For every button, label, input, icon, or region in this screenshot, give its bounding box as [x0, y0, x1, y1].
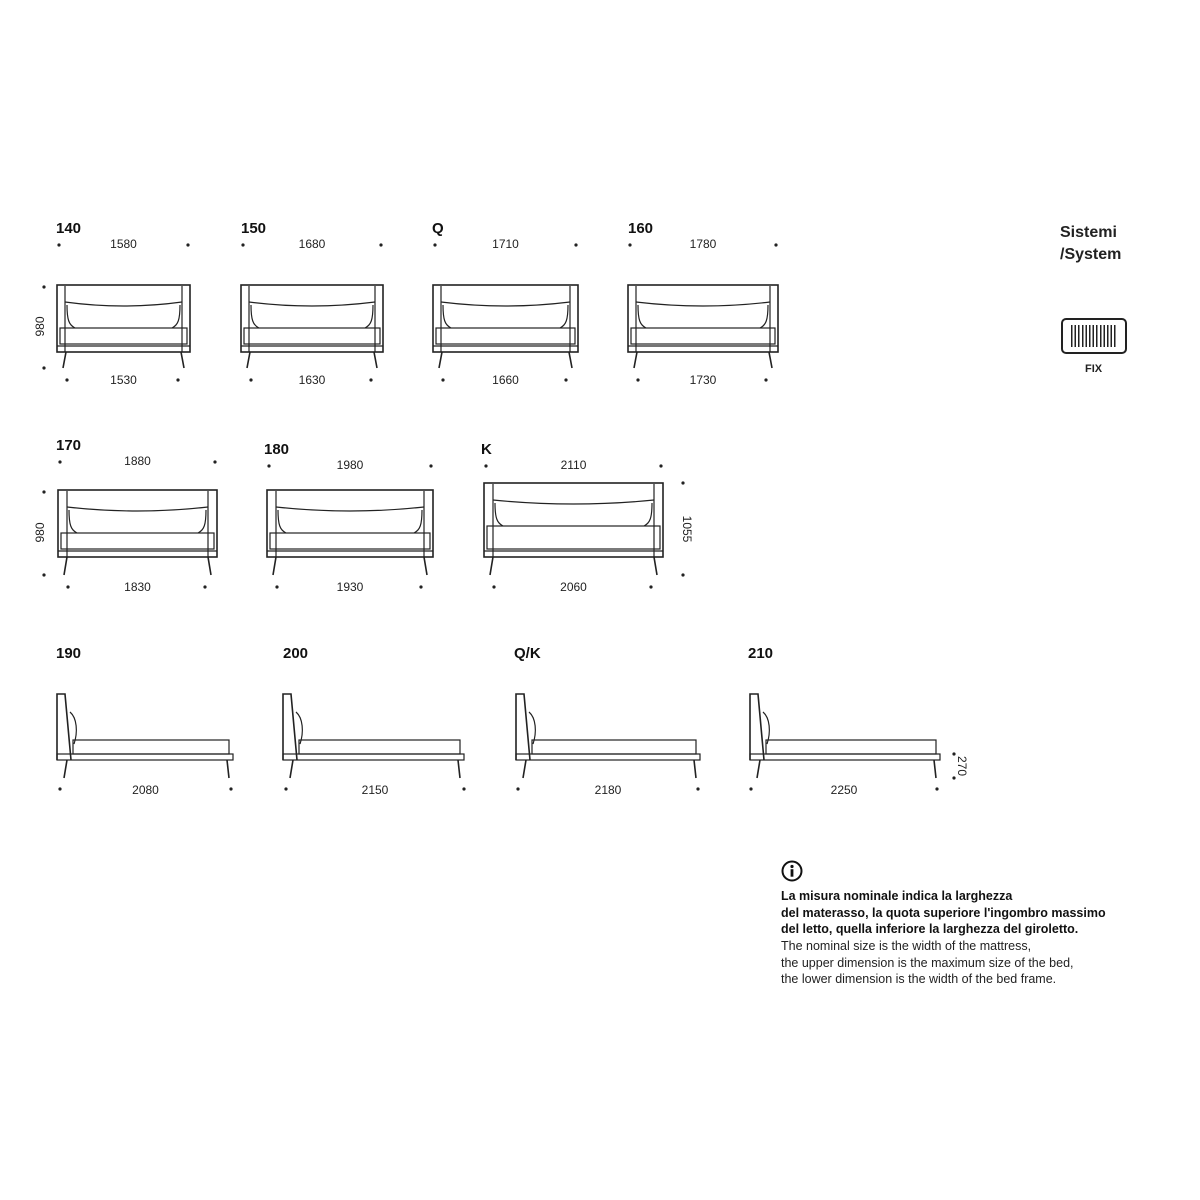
leg-right: [569, 352, 572, 368]
dimension-dot: [429, 464, 432, 467]
bed-frame-side: [750, 754, 940, 760]
cushion-top-curve: [493, 500, 654, 504]
mattress-outline: [60, 328, 187, 344]
front-view-q: [432, 220, 578, 387]
cushion-top-curve: [276, 507, 424, 511]
cushion-top-curve: [249, 302, 375, 306]
dimension-dot: [65, 378, 68, 381]
leg-right: [208, 557, 211, 575]
dimension-dot: [267, 464, 270, 467]
cushion-side: [529, 712, 535, 744]
cushion-top-curve: [67, 507, 208, 511]
dimension-dot: [649, 585, 652, 588]
mattress-outline: [631, 328, 775, 344]
dimension-dot: [696, 787, 699, 790]
dimension-dot: [42, 573, 45, 576]
front-view-140: [33, 220, 190, 387]
front-view-180: [264, 441, 433, 594]
size-label: K: [481, 441, 492, 458]
dimension-dot: [516, 787, 519, 790]
system-title-it: Sistemi: [1060, 224, 1117, 241]
headboard-outline: [57, 285, 190, 352]
side-view-200: [283, 645, 466, 797]
dimension-dot: [186, 243, 189, 246]
dimension-dot: [628, 243, 631, 246]
dimension-dot: [284, 787, 287, 790]
cushion-left-curve: [251, 305, 259, 328]
dimension-dot: [433, 243, 436, 246]
dimension-dot: [636, 378, 639, 381]
front-view-160: [628, 220, 778, 387]
side-view-190: [56, 645, 233, 797]
size-label: 200: [283, 645, 309, 662]
leg-left: [634, 352, 637, 368]
dimension-dot: [462, 787, 465, 790]
headboard-outline: [241, 285, 383, 352]
mattress-side: [532, 740, 696, 754]
leg-head: [290, 760, 293, 778]
cushion-top-curve: [441, 302, 570, 306]
front-view-170: [33, 437, 217, 594]
dimension-dot: [229, 787, 232, 790]
size-label: 190: [56, 645, 82, 662]
dimension-dot: [492, 585, 495, 588]
cushion-left-curve: [638, 305, 646, 328]
lower-dimension: 1660: [492, 373, 519, 387]
height-dimension: 980: [33, 522, 47, 543]
leg-foot: [934, 760, 936, 778]
dimension-dot: [952, 776, 955, 779]
lower-dimension: 1630: [298, 373, 326, 387]
dimension-dot: [379, 243, 382, 246]
leg-head: [523, 760, 526, 778]
upper-dimension: 1780: [689, 237, 717, 251]
headboard-side: [57, 694, 71, 760]
headboard-outline: [628, 285, 778, 352]
dimension-dot: [58, 460, 61, 463]
cushion-left-curve: [278, 510, 286, 533]
slatted-base-icon: [1061, 318, 1127, 354]
leg-head: [64, 760, 67, 778]
leg-left: [490, 557, 493, 575]
size-label: 180: [264, 441, 290, 458]
leg-left: [439, 352, 442, 368]
bed-frame-side: [516, 754, 700, 760]
info-icon: [781, 860, 803, 882]
leg-right: [181, 352, 184, 368]
dimension-dot: [176, 378, 179, 381]
cushion-right-curve: [760, 305, 768, 328]
dimension-dot: [42, 490, 45, 493]
dimension-dot: [935, 787, 938, 790]
mattress-outline: [436, 328, 575, 344]
leg-left: [273, 557, 276, 575]
bed-frame-side: [283, 754, 464, 760]
dimension-dot: [419, 585, 422, 588]
front-view-k: [481, 441, 694, 594]
dimension-dot: [275, 585, 278, 588]
dimension-dot: [42, 366, 45, 369]
cushion-right-curve: [172, 305, 180, 328]
dimension-dot: [681, 573, 684, 576]
leg-foot: [227, 760, 229, 778]
dimension-dot: [58, 787, 61, 790]
upper-dimension: 1880: [124, 454, 151, 468]
note-en-line: the lower dimension is the width of the bed frame.: [781, 972, 1057, 986]
mattress-outline: [61, 533, 214, 549]
note-it-line: del letto, quella inferiore la larghezza del giroletto.: [781, 922, 1079, 936]
length-dimension: 2150: [361, 783, 389, 797]
dimension-dot: [249, 378, 252, 381]
dimension-dot: [42, 285, 45, 288]
note-it-line: La misura nominale indica la larghezza: [781, 889, 1013, 903]
cushion-right-curve: [414, 510, 422, 533]
leg-left: [63, 352, 66, 368]
mattress-outline: [244, 328, 380, 344]
bed-frame-side: [57, 754, 233, 760]
leg-left: [247, 352, 250, 368]
cushion-right-curve: [560, 305, 568, 328]
cushion-side: [296, 712, 302, 744]
mattress-side: [73, 740, 229, 754]
mattress-side: [299, 740, 460, 754]
lower-dimension: 1530: [110, 373, 137, 387]
lower-dimension: 1830: [124, 580, 151, 594]
side-view-210: [748, 645, 969, 797]
cushion-left-curve: [67, 305, 75, 328]
cushion-top-curve: [636, 302, 770, 306]
upper-dimension: 2110: [560, 458, 587, 472]
lower-dimension: 1930: [336, 580, 364, 594]
headboard-side: [750, 694, 764, 760]
length-dimension: 2180: [594, 783, 622, 797]
size-label: 160: [628, 220, 654, 237]
size-label: 140: [56, 220, 82, 237]
dimension-dot: [369, 378, 372, 381]
mattress-outline: [270, 533, 430, 549]
headboard-side: [516, 694, 530, 760]
cushion-left-curve: [495, 503, 503, 526]
headboard-side: [283, 694, 297, 760]
size-label: Q/K: [514, 645, 541, 662]
system-title-en: /System: [1060, 246, 1122, 263]
dimension-dot: [574, 243, 577, 246]
headboard-outline: [484, 483, 663, 557]
note-en-line: The nominal size is the width of the mattress,: [781, 939, 1032, 953]
system-title: [1060, 222, 1121, 266]
leg-right: [769, 352, 772, 368]
fix-label: FIX: [1085, 363, 1103, 375]
dimension-dot: [749, 787, 752, 790]
leg-right: [654, 557, 657, 575]
dimension-dot: [764, 378, 767, 381]
leg-right: [374, 352, 377, 368]
cushion-top-curve: [65, 302, 182, 306]
dimension-dot: [659, 464, 662, 467]
size-label: 150: [241, 220, 267, 237]
dimension-dot: [203, 585, 206, 588]
dimension-dot: [441, 378, 444, 381]
cushion-side: [70, 712, 76, 744]
headboard-outline: [267, 490, 433, 557]
headboard-outline: [58, 490, 217, 557]
size-label: Q: [432, 220, 444, 237]
upper-dimension: 1710: [492, 237, 519, 251]
lower-dimension: 1730: [689, 373, 717, 387]
dimension-dot: [213, 460, 216, 463]
note-italian: [781, 888, 1141, 938]
size-label: 170: [56, 437, 82, 454]
length-dimension: 2250: [830, 783, 858, 797]
dimension-dot: [57, 243, 60, 246]
dimension-dot: [66, 585, 69, 588]
upper-dimension: 1580: [110, 237, 137, 251]
upper-dimension: 1680: [298, 237, 326, 251]
front-views: [33, 220, 778, 594]
side-view-q-k: [514, 645, 700, 797]
dimension-dot: [774, 243, 777, 246]
cushion-side: [763, 712, 769, 744]
cushion-right-curve: [198, 510, 206, 533]
upper-dimension: 1980: [336, 458, 364, 472]
mattress-side: [766, 740, 936, 754]
note-en-line: the upper dimension is the maximum size of the bed,: [781, 955, 1074, 970]
side-views: [56, 645, 969, 797]
leg-right: [424, 557, 427, 575]
cushion-right-curve: [644, 503, 652, 526]
cushion-left-curve: [69, 510, 77, 533]
height-dimension: 980: [33, 316, 47, 337]
size-label: 210: [748, 645, 774, 662]
length-dimension: 2080: [132, 783, 159, 797]
headboard-outline: [433, 285, 578, 352]
dimension-dot: [564, 378, 567, 381]
height-dimension: 1055: [680, 515, 694, 543]
note-it-line: del materasso, la quota superiore l'ingombro massimo: [781, 905, 1106, 920]
note-english: [781, 938, 1141, 988]
leg-head: [757, 760, 760, 778]
leg-foot: [458, 760, 460, 778]
leg-foot: [694, 760, 696, 778]
slats-icon: [1071, 325, 1117, 347]
cushion-left-curve: [443, 305, 451, 328]
dimension-dot: [241, 243, 244, 246]
dimension-dot: [681, 481, 684, 484]
mattress-outline: [487, 526, 660, 549]
leg-left: [64, 557, 67, 575]
cushion-right-curve: [365, 305, 373, 328]
lower-dimension: 2060: [560, 580, 587, 594]
height-dimension: 270: [955, 755, 969, 777]
dimension-dot: [484, 464, 487, 467]
front-view-150: [241, 220, 383, 387]
